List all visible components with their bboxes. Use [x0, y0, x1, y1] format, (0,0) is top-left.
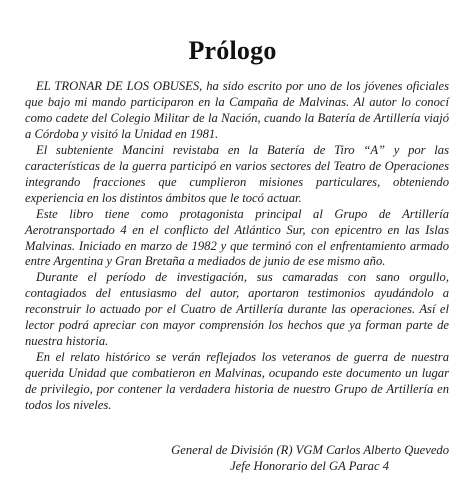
paragraph-2: El subteniente Mancini revistaba en la Batería de Tiro “A” y por las características de la guerra participó en varios sectores del Teatro de Operaciones integrando fracciones que cumplieron misiones particulares, obteniendo experiencia en los distintos ámbitos que le tocó actuar.: [25, 142, 449, 205]
paragraph-4: Durante el período de investigación, sus camaradas con sano orgullo, contagiados del entusiasmo del autor, aportaron testimonios ayudándolo a reconstruir lo actuado por el Cuatro de Artillería durante las operaciones. Así el lector podrá apreciar con mayor comprensión los hechos que ya forman parte de nuestra historia.: [25, 270, 449, 349]
paragraph-3: Este libro tiene como protagonista principal al Grupo de Artillería Aerotransportado 4 en el conflicto del Atlántico Sur, con epicentro en las Islas Malvinas. Iniciado en marzo de 1982 y que terminó con el enfrentamiento armado entre Argentina y Gran Bretaña a mediados de junio de ese mismo año.: [25, 206, 449, 269]
paragraph-5: En el relato histórico se verán reflejados los veteranos de guerra de nuestra querida Unidad que combatieron en Malvinas, ocupando este documento un lugar de privilegio, por contener la verdadera historia de nuestro Grupo de Artillería en todos los niveles.: [25, 350, 449, 413]
page-title: Prólogo: [188, 36, 277, 66]
signature-role: Jefe Honorario del GA Parac 4: [230, 459, 389, 473]
paragraph-1: EL TRONAR DE LOS OBUSES, ha sido escrito por uno de los jóvenes oficiales que bajo mi mando participaron en la Campaña de Malvinas. Al autor lo conocí como cadete del Colegio Militar de la Nación, cuando la Batería de Artillería viajó a Córdoba y visitó la Unidad en 1981.: [25, 79, 449, 141]
signature-block: [69, 442, 449, 474]
prologue-body: [25, 79, 449, 414]
signature-name: General de División (R) VGM Carlos Alberto Quevedo: [171, 443, 449, 457]
